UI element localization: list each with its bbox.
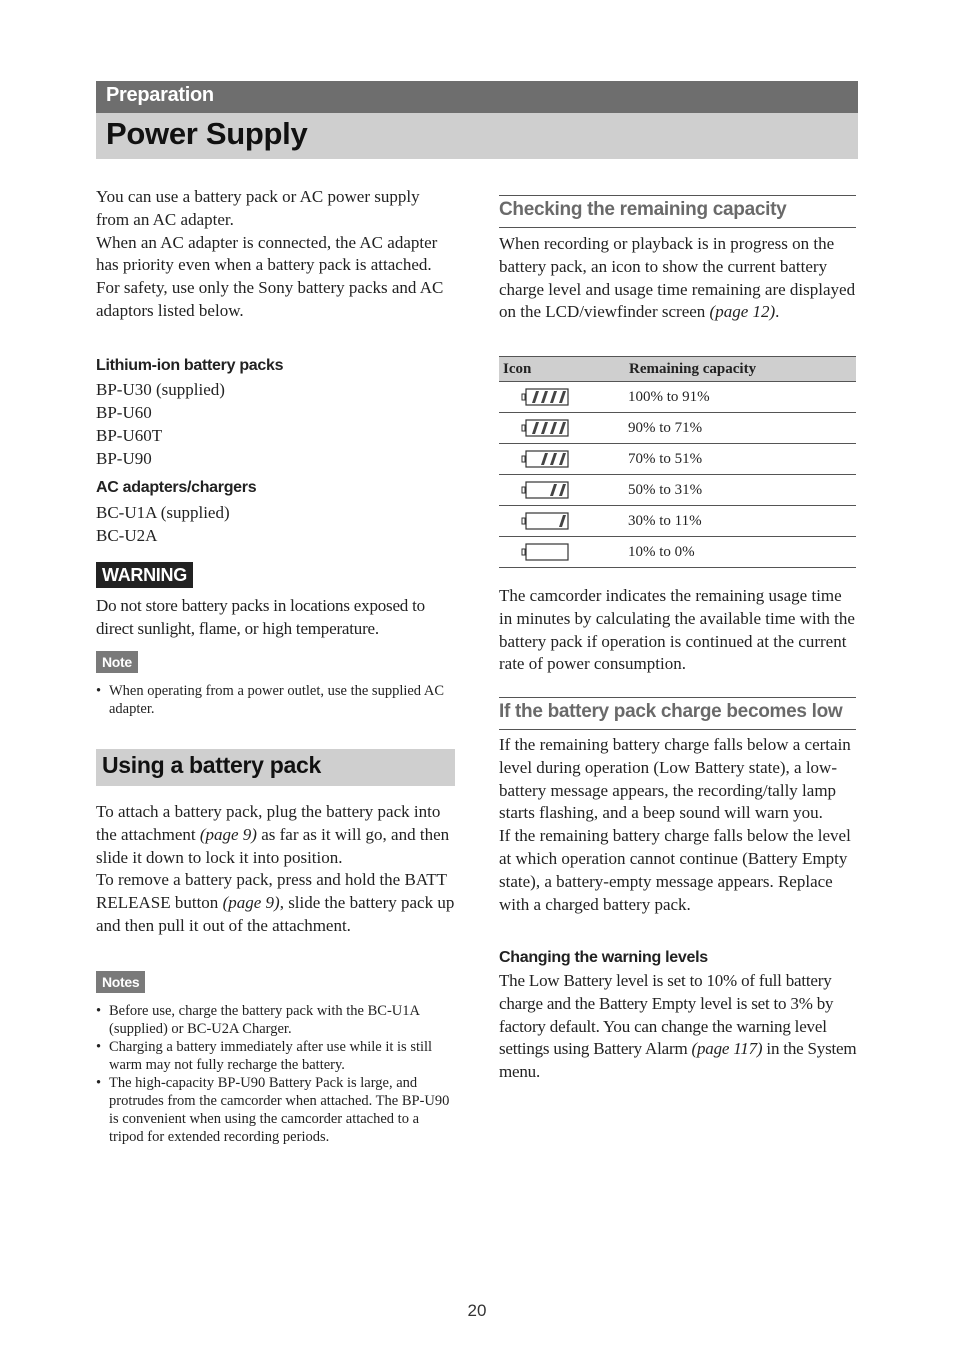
list-item: BP-U90	[96, 449, 152, 468]
using-battery-text	[96, 801, 456, 938]
battery-icon	[521, 542, 571, 562]
low-charge-text	[499, 734, 857, 916]
col-icon-header: Icon	[499, 357, 625, 382]
category-bar	[96, 81, 858, 113]
col-capacity-header: Remaining capacity	[625, 357, 856, 382]
capacity-table	[499, 356, 856, 568]
warning-levels-heading: Changing the warning levels	[499, 949, 708, 966]
battery-icon	[521, 387, 571, 407]
section-heading-box	[96, 749, 455, 786]
capacity-value: 30% to 11%	[625, 506, 856, 537]
battery-icon-cell	[499, 506, 625, 537]
checking-heading: Checking the remaining capacity	[499, 199, 787, 220]
usage-time-text: The camcorder indicates the remaining usage time in minutes by calculating the available time with the battery pack if operation is continued at the current rate of power consumption.	[499, 586, 855, 674]
warning-text: Do not store battery packs in locations exposed to direct sunlight, flame, or high temperature.	[96, 596, 425, 638]
page-number: 20	[467, 1301, 487, 1320]
list-item: BP-U60T	[96, 426, 163, 445]
battery-icon	[521, 449, 571, 469]
checking-heading-bar	[499, 195, 856, 228]
capacity-value: 10% to 0%	[625, 537, 856, 568]
note-item: • When operating from a power outlet, use the supplied AC adapter.	[96, 682, 456, 718]
battery-icon-cell	[499, 475, 625, 506]
adapters-heading: AC adapters/chargers	[96, 479, 257, 496]
table-row	[499, 382, 856, 413]
low-charge-heading-bar	[499, 697, 856, 730]
table-row	[499, 506, 856, 537]
title-bar	[96, 113, 858, 159]
list-item: BP-U30 (supplied)	[96, 380, 225, 399]
battery-packs-heading: Lithium-ion battery packs	[96, 357, 284, 374]
battery-icon-cell	[499, 537, 625, 568]
intro-paragraph: For safety, use only the Sony battery packs and AC adaptors listed below.	[96, 278, 444, 320]
note-list	[96, 682, 456, 718]
category-label: Preparation	[106, 84, 214, 106]
intro-paragraph: When an AC adapter is connected, the AC adapter has priority even when a battery pack is attached.	[96, 232, 438, 275]
section-heading: Using a battery pack	[102, 752, 321, 778]
notes-list	[96, 1002, 456, 1146]
page-title: Power Supply	[106, 116, 308, 151]
table-row	[499, 413, 856, 444]
paragraph: To remove a battery pack, press and hold the BATT RELEASE button (page 9), slide the battery pack up and then pull it out of the attachment.	[96, 870, 455, 935]
battery-icon-cell	[499, 444, 625, 475]
note-badge: Note	[96, 651, 138, 673]
capacity-value: 70% to 51%	[625, 444, 856, 475]
table-row	[499, 444, 856, 475]
note-item: • The high-capacity BP-U90 Battery Pack is large, and protrudes from the camcorder when attached. The BP-U90 is convenient when using the camcorder attached to a tripod for extended recording periods.	[96, 1074, 456, 1146]
battery-icon	[521, 511, 571, 531]
checking-text: When recording or playback is in progress on the battery pack, an icon to show the current battery charge level and usage time remaining are displayed on the LCD/viewfinder screen (page 12).	[499, 234, 856, 322]
battery-icon-cell	[499, 382, 625, 413]
adapters-list	[96, 501, 230, 547]
paragraph: If the remaining battery charge falls below a certain level during operation (Low Battery state), a low-battery message appears, the recording/tally lamp starts flashing, and a beep sound will warn you.	[499, 735, 851, 823]
warning-badge: WARNING	[96, 562, 193, 588]
capacity-value: 100% to 91%	[625, 382, 856, 413]
paragraph: To attach a battery pack, plug the battery pack into the attachment (page 9) as far as it will go, and then slide it down to lock it into position.	[96, 802, 450, 867]
battery-icon	[521, 480, 571, 500]
paragraph: If the remaining battery charge falls below the level at which operation cannot continue (Battery Empty state), a battery-empty message appears. Replace with a charged battery pack.	[499, 826, 851, 914]
intro-text	[96, 186, 456, 323]
warning-levels-text: The Low Battery level is set to 10% of full battery charge and the Battery Empty level is set to 3% by factory default. You can change the warning level settings using Battery Alarm (page 117) in the System menu.	[499, 971, 857, 1082]
note-item: • Charging a battery immediately after use while it is still warm may not fully recharge the battery.	[96, 1038, 456, 1074]
battery-icon	[521, 418, 571, 438]
list-item: BP-U60	[96, 403, 152, 422]
page-reference: (page 12)	[709, 302, 776, 322]
capacity-value: 90% to 71%	[625, 413, 856, 444]
table-row	[499, 475, 856, 506]
table-header-row	[499, 357, 856, 382]
battery-icon-cell	[499, 413, 625, 444]
page-reference: (page 9)	[199, 824, 257, 844]
list-item: BC-U1A (supplied)	[96, 503, 230, 522]
page-reference: (page 117)	[691, 1039, 763, 1059]
battery-packs-list	[96, 378, 225, 470]
note-item: • Before use, charge the battery pack with the BC-U1A (supplied) or BC-U2A Charger.	[96, 1002, 456, 1038]
intro-paragraph: You can use a battery pack or AC power supply from an AC adapter.	[96, 187, 420, 229]
notes-badge: Notes	[96, 971, 145, 993]
list-item: BC-U2A	[96, 526, 158, 545]
low-charge-heading: If the battery pack charge becomes low	[499, 701, 843, 722]
table-row	[499, 537, 856, 568]
page-reference: (page 9)	[222, 893, 280, 913]
capacity-value: 50% to 31%	[625, 475, 856, 506]
